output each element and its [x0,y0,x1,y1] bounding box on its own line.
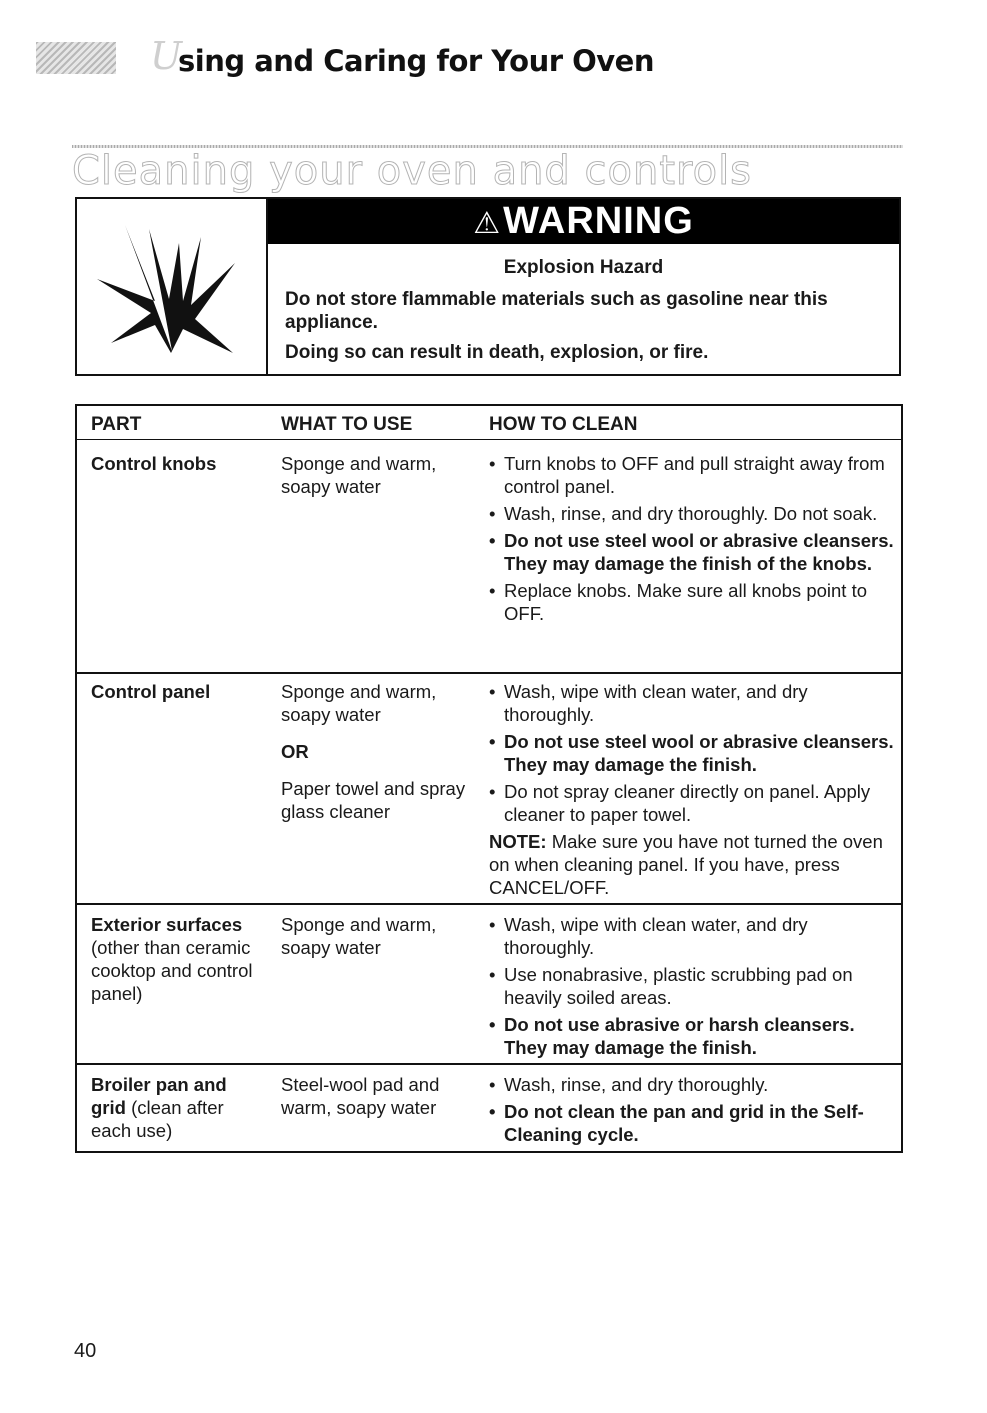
part-cell [91,1073,261,1142]
header-initial: U [150,34,183,78]
use-cell [281,680,486,823]
note-label: NOTE: [489,831,547,852]
warning-text-2: Doing so can result in death, explosion, or fire. [285,342,709,363]
part-name: Control knobs [91,453,217,474]
part-name: Broiler pan and grid [91,1074,227,1118]
explosion-icon [97,221,247,356]
clean-cell [489,1073,894,1150]
clean-step: • Use nonabrasive, plastic scrubbing pad on heavily soiled areas. [489,963,894,1009]
clean-step: • Wash, wipe with clean water, and dry thoroughly. [489,680,894,726]
use-or: OR [281,741,309,762]
clean-note [489,830,894,899]
clean-cell [489,452,894,629]
clean-step: • Turn knobs to OFF and pull straight away from control panel. [489,452,894,498]
table-row [77,1065,901,1151]
use-text: Sponge and warm, soapy water [281,914,437,958]
table-row [77,905,901,1065]
part-detail: (other than ceramic cooktop and control panel) [91,937,253,1004]
warning-triangle-icon: ⚠ [473,207,502,240]
table-row [77,674,901,905]
part-cell [91,680,281,703]
part-cell [91,913,271,1005]
clean-warning: • Do not use abrasive or harsh cleansers. They may damage the finish. [489,1013,894,1059]
clean-step: • Wash, rinse, and dry thoroughly. [489,1073,894,1096]
clean-step: • Do not spray cleaner directly on panel. Apply cleaner to paper towel. [489,780,894,826]
warning-label: WARNING [503,200,694,242]
clean-warning: • Do not use steel wool or abrasive cleansers. They may damage the finish of the knobs. [489,529,894,575]
clean-step: • Wash, rinse, and dry thoroughly. Do not soak. [489,502,894,525]
header-logo [36,42,116,74]
use-cell [281,913,486,959]
use-text: Paper towel and spray glass cleaner [281,778,466,822]
hazard-title: Explosion Hazard [503,257,664,278]
warning-banner [268,199,899,244]
use-text: Sponge and warm, soapy water [281,681,437,725]
warning-box [75,197,901,376]
page-number: 40 [74,1340,97,1362]
use-text: Sponge and warm, soapy water [281,453,437,497]
warning-icon-cell [77,199,268,374]
table-header-row [77,406,901,440]
header-what-to-use: WHAT TO USE [281,414,413,435]
cleaning-table [75,404,903,1153]
part-name: Control panel [91,681,211,702]
table-row [77,440,901,674]
note-text: Make sure you have not turned the oven on when cleaning panel. If you have, press CANCEL/OFF. [489,831,883,898]
use-cell [281,1073,471,1119]
use-cell [281,452,486,498]
page-title: sing and Caring for Your Oven [178,44,654,78]
clean-cell [489,680,894,899]
clean-warning: • Do not use steel wool or abrasive cleansers. They may damage the finish. [489,730,894,776]
warning-text-1: Do not store flammable materials such as gasoline near this appliance. [285,289,828,333]
section-title: Cleaning your oven and controls [72,148,753,194]
part-cell [91,452,281,475]
clean-warning: • Do not clean the pan and grid in the Self-Cleaning cycle. [489,1100,894,1146]
header-part: PART [91,414,142,435]
clean-step: • Replace knobs. Make sure all knobs point to OFF. [489,579,894,625]
part-name: Exterior surfaces [91,914,243,935]
use-text: Steel-wool pad and warm, soapy water [281,1074,440,1118]
part-detail: (clean after each use) [91,1097,224,1141]
header-how-to-clean: HOW TO CLEAN [489,414,638,435]
clean-cell [489,913,894,1063]
clean-step: • Wash, wipe with clean water, and dry thoroughly. [489,913,894,959]
